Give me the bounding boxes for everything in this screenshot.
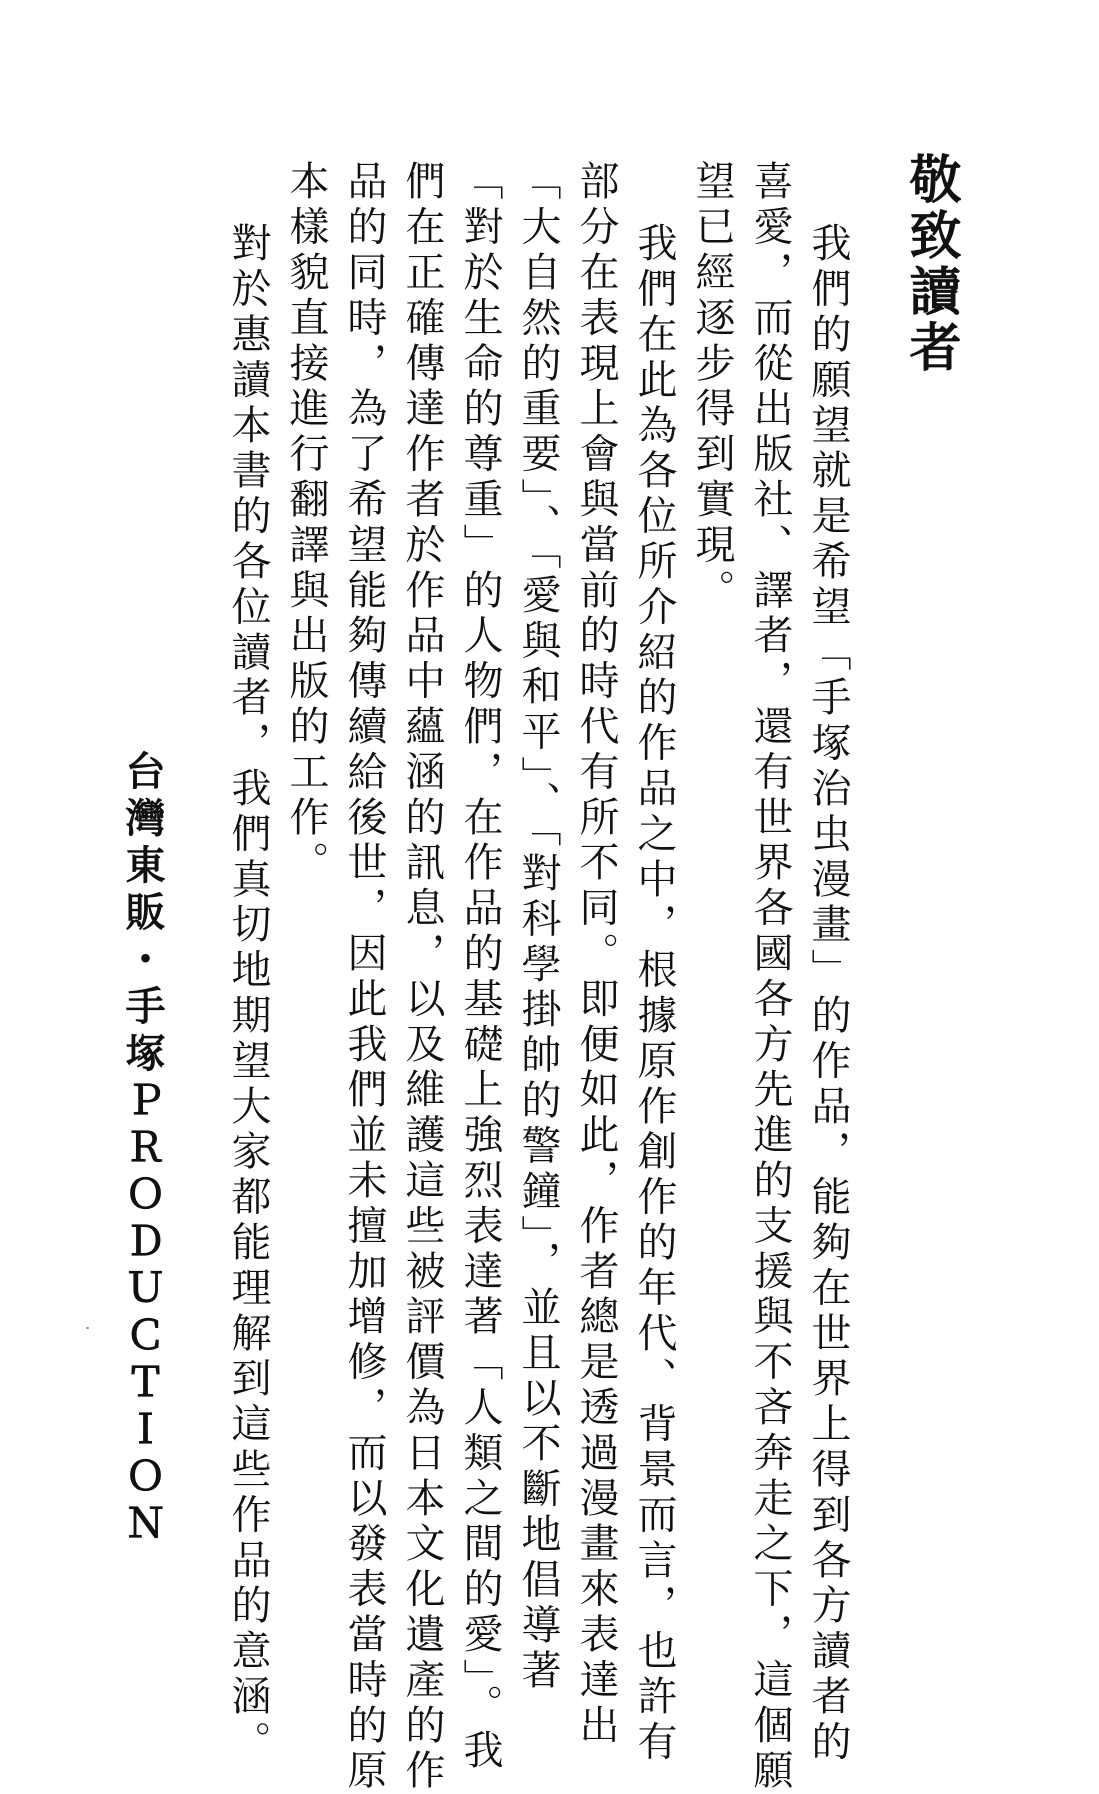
scan-speck (86, 1327, 89, 1329)
paragraph-2-line-3: 「大自然的重要」、「愛與和平」、「對科學掛帥的警鐘」，並且以不斷地倡導著 (515, 160, 561, 1695)
paragraph-2-line-1: 我們在此為各位所介紹的作品之中，根據原作創作的年代、背景而言，也許有 (631, 222, 677, 1766)
paragraph-2-line-2: 部分在表現上會與當前的時代有所不同。即便如此，作者總是透過漫畫來表達出 (573, 160, 619, 1749)
paragraph-1-line-3: 望已經逐步得到實現。 (689, 160, 735, 614)
paragraph-2-line-4: 「對於生命的尊重」的人物們，在作品的基礎上強烈表達著「人類之間的愛」。我 (457, 160, 503, 1775)
paragraph-2-line-5: 們在正確傳達作者於作品中蘊涵的訊息，以及維護這些被評價為日本文化遺產的作 (399, 160, 445, 1794)
page-title: 敬致讀者 (900, 152, 960, 376)
paragraph-2-line-6: 品的同時，為了希望能夠傳續給後世，因此我們並未擅加增修，而以發表當時的原 (341, 160, 387, 1794)
paragraph-1-line-2: 喜愛，而從出版社、譯者，還有世界各國各方先進的支援與不吝奔走之下，這個願 (747, 160, 793, 1794)
paragraph-3-line-1: 對於惠讀本書的各位讀者，我們真切地期望大家都能理解到這些作品的意涵。 (225, 222, 271, 1766)
signature: 台灣東販・手塚ＰＲＯＤＵＣＴＩＯＮ (119, 750, 165, 1549)
paragraph-2-line-7: 本樣貌直接進行翻譯與出版的工作。 (283, 160, 329, 887)
paragraph-1-line-1: 我們的願望就是希望「手塚治虫漫畫」的作品，能夠在世界上得到各方讀者的 (805, 222, 851, 1766)
